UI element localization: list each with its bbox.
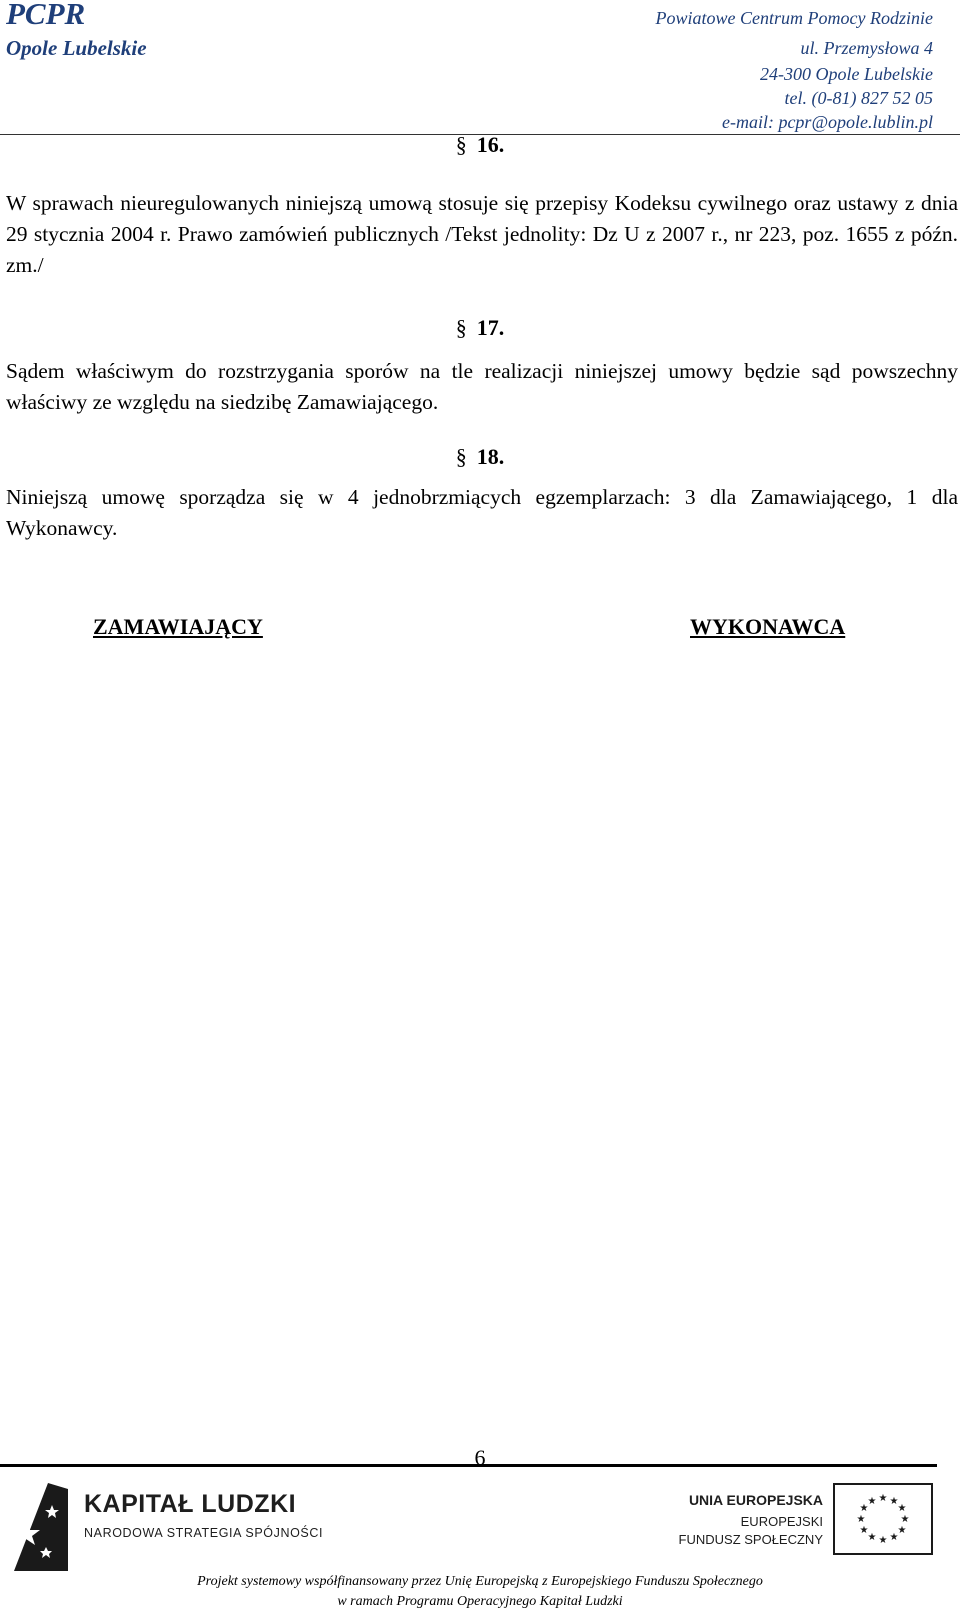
page-number: 6 — [474, 1445, 486, 1470]
section-symbol: § — [455, 132, 467, 157]
svg-text:★: ★ — [867, 1532, 877, 1543]
svg-text:★: ★ — [897, 1503, 907, 1514]
org-email: e-mail: pcpr@opole.lublin.pl — [721, 112, 933, 132]
org-short-name: PCPR — [6, 0, 86, 31]
svg-text:★: ★ — [859, 1525, 869, 1536]
svg-text:★: ★ — [889, 1532, 899, 1543]
footer-divider — [0, 1464, 937, 1467]
eu-title: UNIA EUROPEJSKA — [688, 1492, 823, 1508]
svg-text:★: ★ — [897, 1525, 907, 1536]
org-full-name: Powiatowe Centrum Pomocy Rodzinie — [655, 8, 933, 28]
eu-fund-line2: FUNDUSZ SPOŁECZNY — [678, 1532, 823, 1547]
section-17-text: Sądem właściwym do rozstrzygania sporów na tle realizacji niniejszej umowy będzie sąd powszechny właściwy ze względu na siedzibę Zamawiającego. — [6, 359, 958, 414]
signature-ordering-party: ZAMAWIAJĄCY — [93, 614, 263, 639]
section-number: 18. — [476, 444, 505, 469]
section-16-text: W sprawach nieuregulowanych niniejszą umową stosuje się przepisy Kodeksu cywilnego oraz ustawy z dnia 29 stycznia 2004 r. Prawo zamówień publicznych /Tekst jednolity: Dz U z 2007 r., nr 223, poz. 1655 z późn. zm./ — [6, 191, 958, 277]
section-16-heading — [0, 132, 960, 158]
svg-text:★: ★ — [889, 1496, 899, 1507]
footer-note-line1: Projekt systemowy współfinansowany przez Unię Europejską z Europejskiego Funduszu Społecznego — [197, 1574, 763, 1589]
svg-text:★: ★ — [867, 1496, 877, 1507]
footer-note-line2: w ramach Programu Operacyjnego Kapitał Ludzki — [337, 1594, 623, 1609]
svg-text:★: ★ — [859, 1503, 869, 1514]
org-city: Opole Lubelskie — [6, 36, 147, 60]
section-symbol: § — [455, 315, 467, 340]
kapital-ludzki-title: KAPITAŁ LUDZKI — [84, 1490, 297, 1518]
kapital-ludzki-subtitle: NARODOWA STRATEGIA SPÓJNOŚCI — [84, 1526, 324, 1540]
signature-contractor: WYKONAWCA — [690, 614, 846, 639]
section-number: 16. — [476, 132, 505, 157]
eu-flag-icon — [833, 1483, 933, 1555]
section-number: 17. — [476, 315, 505, 340]
org-postal: 24-300 Opole Lubelskie — [760, 64, 933, 84]
org-phone: tel. (0-81) 827 52 05 — [784, 88, 933, 108]
section-17-heading — [0, 315, 960, 341]
section-18-text: Niniejszą umowę sporządza się w 4 jednobrzmiących egzemplarzach: 3 dla Zamawiającego, 1 dla Wykonawcy. — [6, 485, 958, 540]
org-street: ul. Przemysłowa 4 — [800, 38, 933, 58]
kapital-ludzki-logo-icon — [8, 1483, 68, 1571]
svg-text:★: ★ — [878, 1493, 888, 1504]
section-symbol: § — [455, 444, 467, 469]
svg-text:★: ★ — [856, 1514, 866, 1525]
svg-text:★: ★ — [900, 1514, 910, 1525]
svg-text:★: ★ — [878, 1535, 888, 1546]
eu-fund-line1: EUROPEJSKI — [740, 1514, 823, 1529]
section-18-heading — [0, 444, 960, 470]
